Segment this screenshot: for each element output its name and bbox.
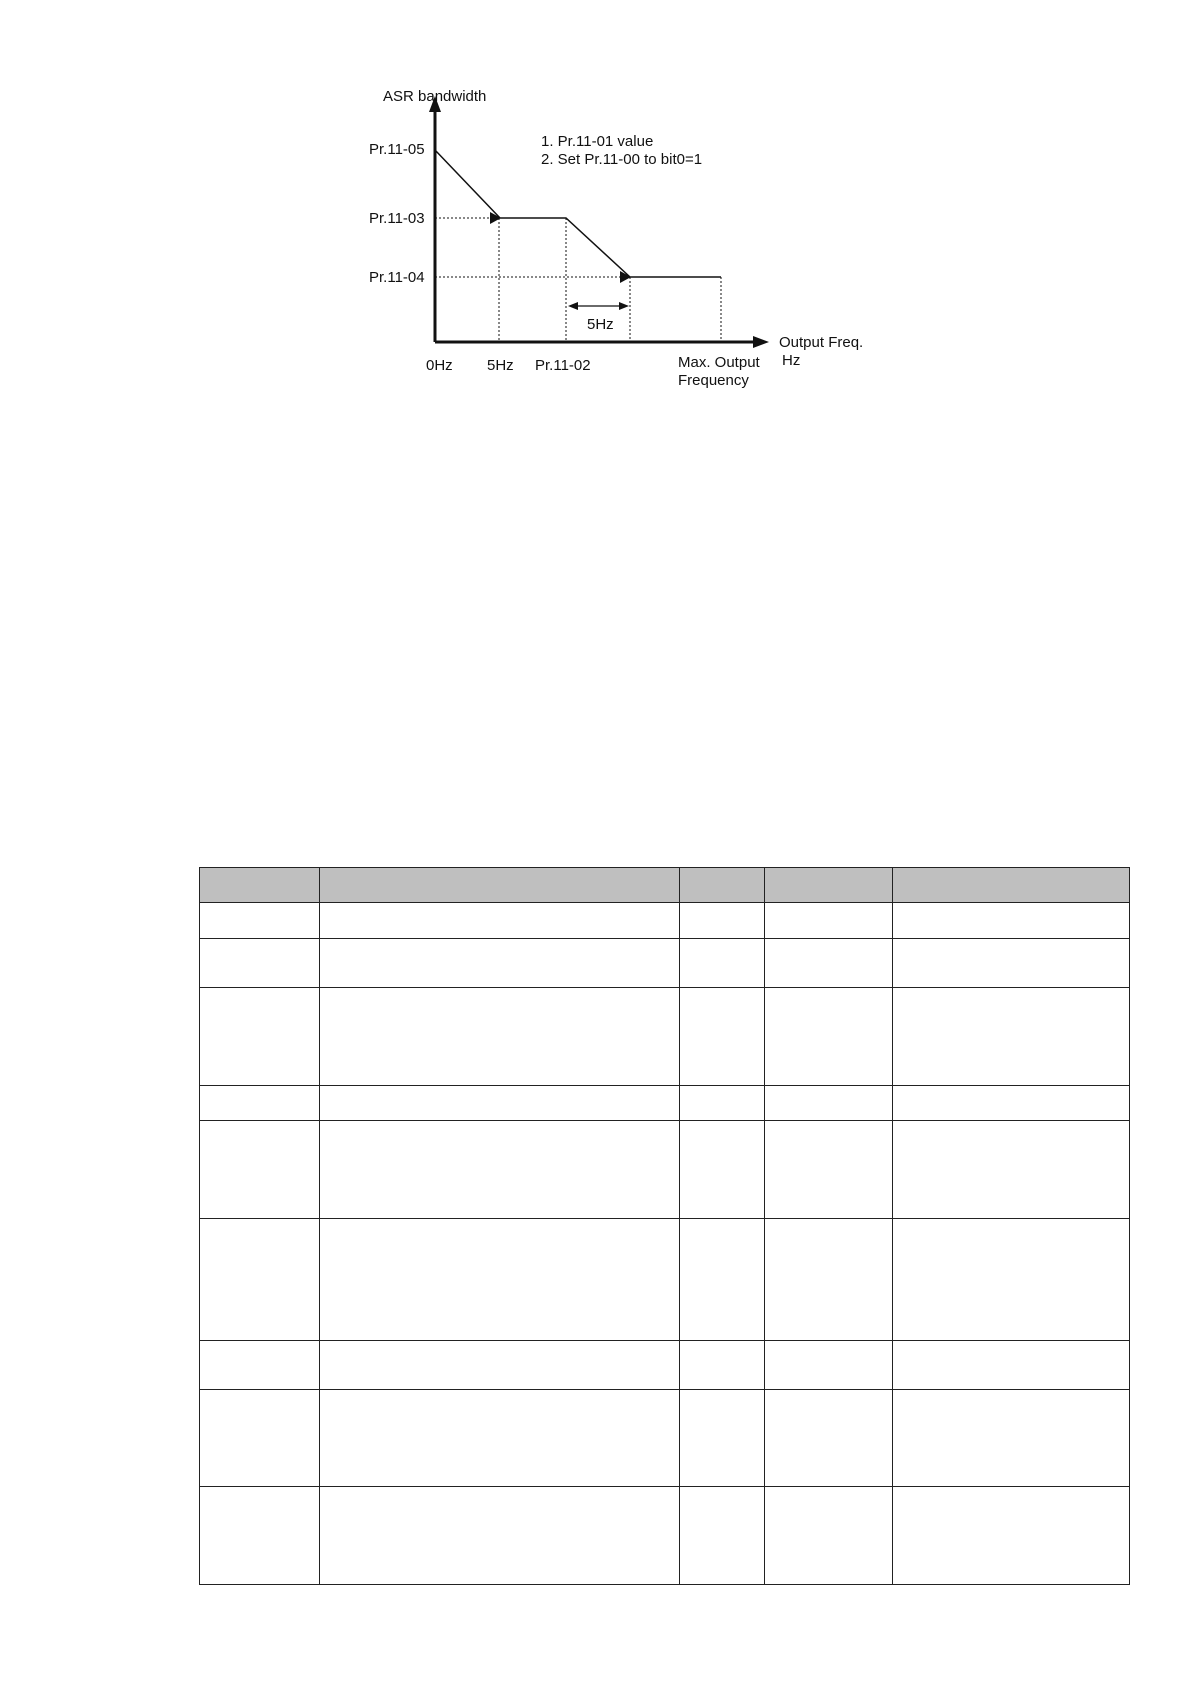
table-row — [200, 1219, 1130, 1341]
table-cell — [680, 1219, 765, 1341]
table-cell — [765, 1121, 893, 1219]
header-cell — [680, 868, 765, 903]
x-axis-label-line-2: Hz — [782, 352, 801, 369]
table-row — [200, 1341, 1130, 1390]
table-cell — [680, 1487, 765, 1585]
table-cell — [320, 1219, 680, 1341]
parameter-table — [199, 867, 1130, 1585]
table-cell — [200, 1219, 320, 1341]
table-row — [200, 1121, 1130, 1219]
x-tick-max-line-2: Frequency — [678, 372, 749, 389]
table-cell — [765, 1086, 893, 1121]
table-cell — [680, 1121, 765, 1219]
table-cell — [200, 903, 320, 939]
table-cell — [765, 1219, 893, 1341]
table-cell — [680, 988, 765, 1086]
table-cell — [765, 1390, 893, 1487]
x-tick-pr1102: Pr.11-02 — [535, 357, 591, 374]
table-cell — [200, 1341, 320, 1390]
table-cell — [320, 1390, 680, 1487]
x-axis-arrow-icon — [753, 336, 769, 348]
table-cell — [893, 988, 1130, 1086]
table-cell — [765, 903, 893, 939]
table-cell — [320, 939, 680, 988]
table-cell — [320, 1086, 680, 1121]
interval-arrow-right-icon — [619, 302, 629, 310]
table-cell — [320, 1121, 680, 1219]
table-cell — [680, 1086, 765, 1121]
y-tick-pr1105: Pr.11-05 — [369, 141, 425, 158]
table-row — [200, 1390, 1130, 1487]
table-cell — [765, 1341, 893, 1390]
header-cell — [200, 868, 320, 903]
table-cell — [320, 988, 680, 1086]
interval-label: 5Hz — [587, 316, 614, 333]
table-cell — [893, 1487, 1130, 1585]
table-row — [200, 1487, 1130, 1585]
table-cell — [320, 903, 680, 939]
table-cell — [765, 939, 893, 988]
x-tick-max-line-1: Max. Output — [678, 354, 760, 371]
header-cell — [765, 868, 893, 903]
table-cell — [200, 939, 320, 988]
header-cell — [320, 868, 680, 903]
note-line-2: 2. Set Pr.11-00 to bit0=1 — [541, 151, 703, 168]
table-cell — [680, 1390, 765, 1487]
table-cell — [200, 1086, 320, 1121]
table-cell — [200, 1487, 320, 1585]
table-cell — [680, 903, 765, 939]
table-cell — [200, 1121, 320, 1219]
table-cell — [893, 903, 1130, 939]
table-row — [200, 1086, 1130, 1121]
y-tick-pr1104: Pr.11-04 — [369, 269, 425, 286]
x-tick-0hz: 0Hz — [426, 357, 453, 374]
table-cell — [893, 939, 1130, 988]
table-row — [200, 988, 1130, 1086]
y-tick-pr1103: Pr.11-03 — [369, 210, 425, 227]
x-tick-5hz: 5Hz — [487, 357, 514, 374]
note-line-1: 1. Pr.11-01 value — [541, 133, 654, 150]
interval-arrow-left-icon — [568, 302, 578, 310]
x-axis-label-line-1: Output Freq. — [779, 334, 864, 351]
table-cell — [893, 1121, 1130, 1219]
table-cell — [680, 939, 765, 988]
table-cell — [200, 1390, 320, 1487]
table-cell — [320, 1341, 680, 1390]
table-cell — [680, 1341, 765, 1390]
table-cell — [893, 1390, 1130, 1487]
table-cell — [765, 1487, 893, 1585]
table-cell — [320, 1487, 680, 1585]
table-cell — [765, 988, 893, 1086]
asr-bandwidth-diagram — [0, 0, 1191, 420]
table-row — [200, 903, 1130, 939]
table-cell — [200, 988, 320, 1086]
y-axis-label: ASR bandwidth — [383, 88, 487, 105]
header-cell — [893, 868, 1130, 903]
bandwidth-curve — [435, 150, 721, 277]
table-header-row — [200, 868, 1130, 903]
table-cell — [893, 1219, 1130, 1341]
table-row — [200, 939, 1130, 988]
table-cell — [893, 1086, 1130, 1121]
table-cell — [893, 1341, 1130, 1390]
